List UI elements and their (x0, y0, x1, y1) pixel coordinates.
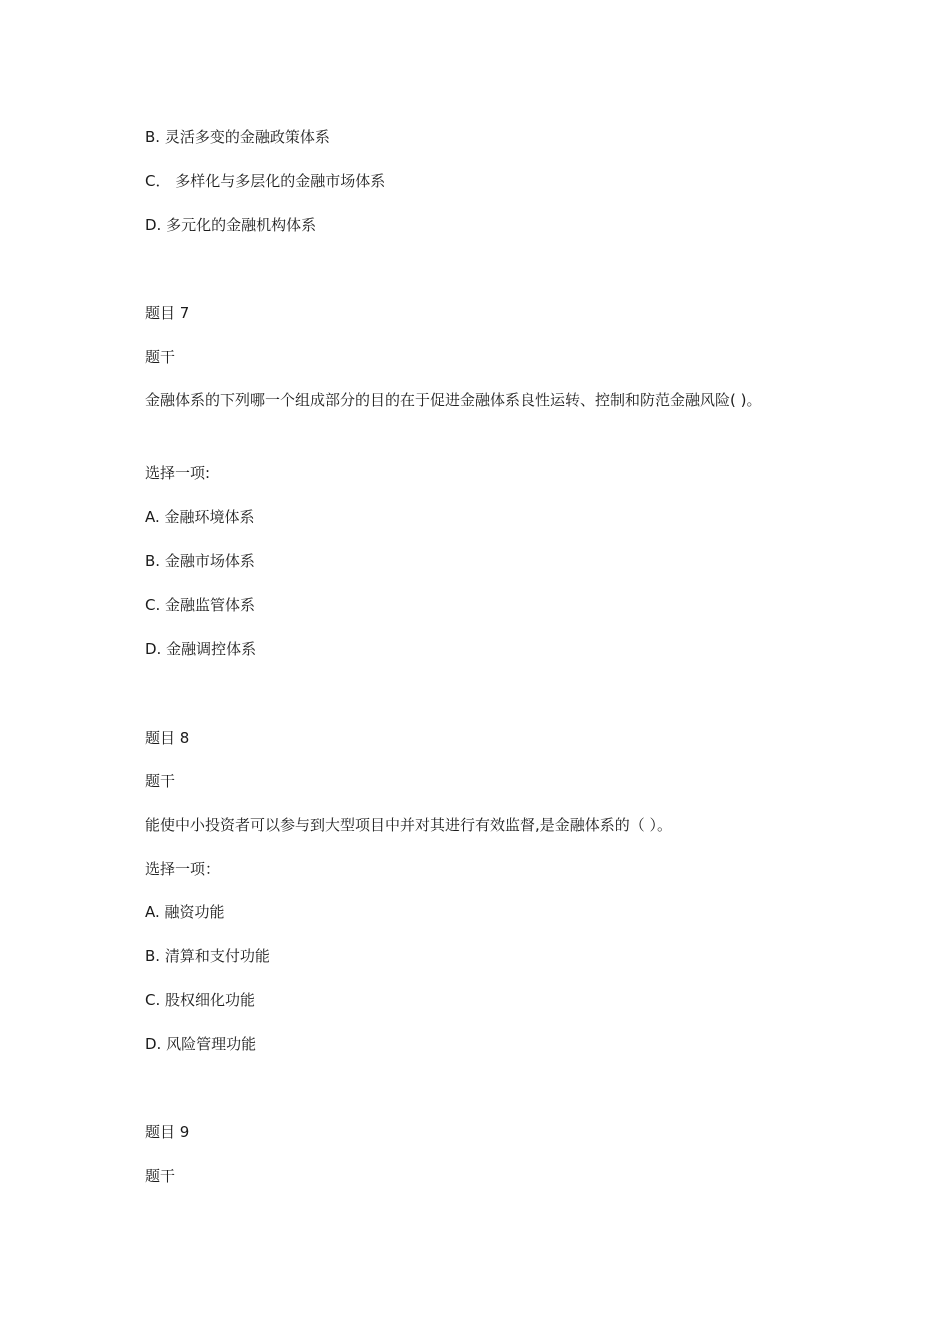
question-6-option-c: C． 多样化与多层化的金融市场体系 (145, 172, 386, 190)
question-7-text: 金融体系的下列哪一个组成部分的目的在于促进金融体系良性运转、控制和防范金融风险( )。 (145, 391, 762, 409)
question-6-option-b: B. 灵活多变的金融政策体系 (145, 128, 330, 146)
question-7-select-prompt: 选择一项: (145, 464, 211, 482)
question-8-option-b: B. 清算和支付功能 (145, 947, 270, 965)
question-6-option-d: D. 多元化的金融机构体系 (145, 216, 317, 234)
question-9-stem-label: 题干 (145, 1167, 176, 1185)
question-7-option-d: D. 金融调控体系 (145, 640, 257, 658)
question-7-option-a: A. 金融环境体系 (145, 508, 255, 526)
question-8-text: 能使中小投资者可以参与到大型项目中并对其进行有效监督,是金融体系的（ ）。 (145, 816, 673, 834)
question-8-select-prompt: 选择一项： (145, 860, 221, 878)
question-8-option-d: D. 风险管理功能 (145, 1035, 257, 1053)
question-7-option-c: C. 金融监管体系 (145, 596, 256, 614)
question-8-option-c: C. 股权细化功能 (145, 991, 256, 1009)
question-8-option-a: A. 融资功能 (145, 903, 225, 921)
question-8-stem-label: 题干 (145, 772, 176, 790)
question-7-stem-label: 题干 (145, 348, 176, 366)
question-8-number: 题目 8 (145, 729, 190, 747)
question-9-number: 题目 9 (145, 1123, 190, 1141)
question-7-option-b: B. 金融市场体系 (145, 552, 255, 570)
question-7-number: 题目 7 (145, 304, 190, 322)
